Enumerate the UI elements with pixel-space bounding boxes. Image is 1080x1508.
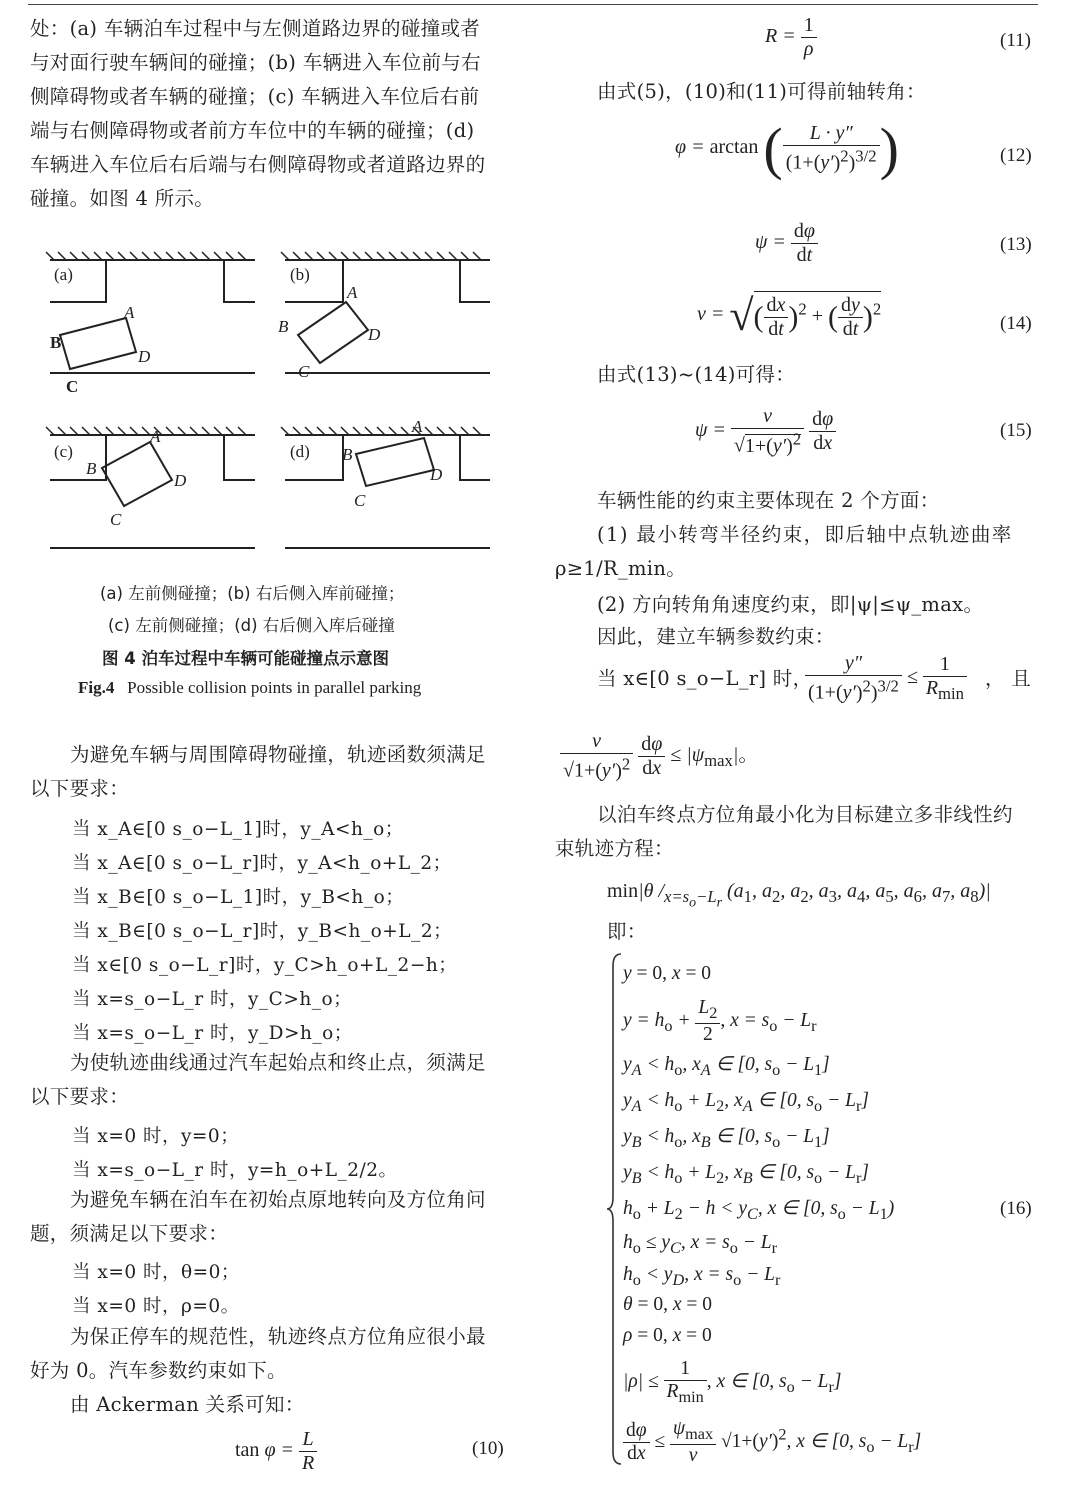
para1-line-1: 为避免车辆与周围障碍物碰撞，轨迹函数须满足 xyxy=(70,743,486,766)
item1-line-2: ρ≥1/R_min。 xyxy=(555,557,686,580)
figure-subcaption-2: (c) 左前侧碰撞；(d) 右后侧入库后碰撞 xyxy=(108,616,395,635)
objective-line-2: 束轨迹方程： xyxy=(555,837,674,860)
condition-4: 当 x_B∈[0 s_o−L_r]时，y_B<h_o+L_2； xyxy=(72,921,453,942)
svg-text:C: C xyxy=(354,491,366,510)
intro-line-4: 端与右侧障碍物或者前方车位中的车辆的碰撞；(d) xyxy=(30,119,475,142)
equation-14: v = √( $\frac{dx}{dt}$ )$^2$ + ( $\frac{dy}{dt}$ )$^2$ xyxy=(697,291,882,340)
svg-text:C: C xyxy=(298,362,310,381)
para3-line-2: 题，须满足以下要求： xyxy=(30,1222,229,1245)
equation-15-number: (15) xyxy=(1000,420,1032,441)
equation-14-number: (14) xyxy=(1000,313,1032,334)
svg-text:C: C xyxy=(66,377,79,396)
panel-a xyxy=(46,252,255,373)
equation-15: ψ = $\frac{v}{√1+(y')^2}$ $\frac{d\varphi}{dx}$ xyxy=(695,405,836,458)
text-before-eq15: 由式(13)~(14)可得： xyxy=(597,363,796,386)
system-row-13: $\frac{d\varphi}{dx}$ ≤ $\frac{\psi_{max}}{v}$ $√1+(y')^2$, x ∈ [0, $s_o - L_r$] xyxy=(623,1418,921,1467)
system-brace xyxy=(605,952,625,1467)
svg-text:D: D xyxy=(174,471,187,490)
para4-line-2: 好为 0。汽车参数约束如下。 xyxy=(30,1359,287,1382)
system-row-4: $y_A < h_o + L_2$, $x_A$ ∈ [0, $s_o - L_r$] xyxy=(623,1090,869,1115)
panel-b-label: (b) xyxy=(290,265,310,284)
condition-5: 当 x∈[0 s_o−L_r]时，y_C>h_o+L_2−h； xyxy=(72,955,458,976)
svg-text:A: A xyxy=(347,283,358,302)
intro-line-1: 处：(a) 车辆泊车过程中与左侧道路边界的碰撞或者 xyxy=(30,17,481,40)
para3-line-1: 为避免车辆在泊车在初始点原地转向及方位角问 xyxy=(70,1188,486,1211)
condition-3: 当 x_B∈[0 s_o−L_1]时，y_B<h_o； xyxy=(72,887,405,908)
system-row-2: $y = h_o$ + $\frac{L_2}{2}$ , $x = s_o - L_r$ xyxy=(623,997,817,1045)
svg-text:B: B xyxy=(278,317,289,336)
system-row-6: $y_B < h_o + L_2$, $x_B$ ∈ [0, $s_o - L_r$] xyxy=(623,1162,869,1187)
condition-7: 当 x=s_o−L_r 时，y_D>h_o； xyxy=(72,1023,353,1044)
figure-4-diagram xyxy=(40,240,510,560)
figure-caption-en-text: Possible collision points in parallel parking xyxy=(127,678,422,697)
constraint-inequality-1: $\frac{y''}{(1+(y')^2)^{3/2}}$ ≤ $\frac{1}{R_{min}}$ xyxy=(805,652,967,705)
svg-text:D: D xyxy=(368,325,381,344)
therefore-line: 因此，建立车辆参数约束： xyxy=(597,625,835,648)
system-row-1: y = 0, x = 0 xyxy=(623,963,712,984)
constraint-inequality-2: $\frac{v}{√1+(y')^2}$ $\frac{d\varphi}{dx}$ ≤ $|\psi_{max}|$。 xyxy=(560,730,758,783)
system-row-10: θ = 0, x = 0 xyxy=(623,1294,712,1315)
svg-text:A: A xyxy=(124,303,135,322)
equation-11-number: (11) xyxy=(1000,30,1031,51)
condition2-1: 当 x=0 时，y=0； xyxy=(72,1126,240,1147)
condition-6: 当 x=s_o−L_r 时，y_C>h_o； xyxy=(72,989,353,1010)
intro-line-2: 与对面行驶车辆间的碰撞；(b) 车辆进入车位前与右 xyxy=(30,51,481,74)
condition-1: 当 x_A∈[0 s_o−L_1]时，y_A<h_o； xyxy=(72,819,404,840)
panel-d xyxy=(281,427,490,548)
intro-line-6: 碰撞。如图 4 所示。 xyxy=(30,187,215,210)
svg-text:A: A xyxy=(412,417,423,436)
equation-10: tan φ = $\frac{L}{R}$ xyxy=(235,1428,317,1475)
svg-text:B: B xyxy=(86,459,97,478)
figure-caption-en-label: Fig.4 xyxy=(78,678,115,697)
svg-text:A: A xyxy=(150,427,161,446)
equation-12: φ = arctan ( $\frac{L \cdot y''}{(1+(y')^2)^{3/2}}$ ) xyxy=(675,116,899,181)
para2-line-2: 以下要求： xyxy=(30,1085,130,1108)
objective-line-1: 以泊车终点方位角最小化为目标建立多非线性约 xyxy=(597,803,1013,826)
panel-c-label: (c) xyxy=(54,442,73,461)
equation-11: R = $\frac{1}{\rho}$ xyxy=(765,14,817,61)
condition2-2: 当 x=s_o−L_r 时，y=h_o+L_2/2。 xyxy=(72,1160,398,1181)
ji-label: 即： xyxy=(607,920,647,943)
panel-b xyxy=(281,252,490,373)
figure-caption-en xyxy=(78,678,421,698)
condition-2: 当 x_A∈[0 s_o−L_r]时，y_A<h_o+L_2； xyxy=(72,853,452,874)
when-prefix: 当 x∈[0 s_o−L_r] 时， xyxy=(597,667,813,690)
condition3-2: 当 x=0 时，ρ=0。 xyxy=(72,1296,240,1317)
svg-text:D: D xyxy=(430,465,443,484)
system-row-11: ρ = 0, x = 0 xyxy=(623,1325,712,1346)
equation-10-number: (10) xyxy=(472,1438,504,1459)
svg-text:D: D xyxy=(138,347,151,366)
system-row-5: $y_B < h_o$, $x_B$ ∈ [0, $s_o - L_1$] xyxy=(623,1126,830,1151)
system-row-8: $h_o \le y_C$, $x = s_o - L_r$ xyxy=(623,1232,778,1257)
para2-line-1: 为使轨迹曲线通过汽车起始点和终止点，须满足 xyxy=(70,1051,486,1074)
para5: 由 Ackerman 关系可知： xyxy=(70,1393,305,1416)
equation-16-number: (16) xyxy=(1000,1198,1032,1219)
system-row-3: $y_A < h_o$, $x_A$ ∈ [0, $s_o - L_1$] xyxy=(623,1054,830,1079)
item1-line-1: (1) 最小转弯半径约束，即后轴中点轨迹曲率 xyxy=(597,523,1013,546)
figure-subcaption-1: (a) 左前侧碰撞；(b) 右后侧入库前碰撞； xyxy=(100,584,405,603)
system-row-7: $h_o + L_2 - h < y_C$, x ∈ [0, $s_o - L_1$) xyxy=(623,1198,895,1223)
performance-intro: 车辆性能的约束主要体现在 2 个方面： xyxy=(597,489,940,512)
para1-line-2: 以下要求： xyxy=(30,777,130,800)
svg-text:B: B xyxy=(342,445,353,464)
intro-line-3: 侧障碍物或者车辆的碰撞；(c) 车辆进入车位后右前 xyxy=(30,85,480,108)
and-text: ， 且 xyxy=(985,667,1032,690)
panel-d-label: (d) xyxy=(290,442,310,461)
figure-caption-cn: 图 4 泊车过程中车辆可能碰撞点示意图 xyxy=(102,649,389,668)
objective-function: min|θ $/_{x=s_o-L_r}$ ($a_1$, $a_2$, $a_2$, $a_3$, $a_4$, $a_5$, $a_6$, $a_7$, $a_8)|$ xyxy=(607,880,991,911)
para4-line-1: 为保正停车的规范性，轨迹终点方位角应很小最 xyxy=(70,1325,486,1348)
item2: (2) 方向转角角速度约束，即|ψ|≤ψ_max。 xyxy=(597,593,984,616)
svg-text:B: B xyxy=(50,333,62,352)
svg-text:C: C xyxy=(110,510,122,529)
system-row-9: $h_o < y_D$, $x = s_o - L_r$ xyxy=(623,1264,781,1289)
condition3-1: 当 x=0 时，θ=0； xyxy=(72,1262,240,1283)
intro-line-5: 车辆进入车位后右后端与右侧障碍物或者道路边界的 xyxy=(30,153,486,176)
system-row-12: |ρ| ≤ $\frac{1}{R_{min}}$ , x ∈ [0, $s_o - L_r$] xyxy=(623,1358,842,1406)
text-before-eq12: 由式(5)，(10)和(11)可得前轴转角： xyxy=(597,80,926,103)
panel-a-label: (a) xyxy=(54,265,73,284)
equation-13-number: (13) xyxy=(1000,234,1032,255)
top-rule xyxy=(28,4,1038,5)
equation-13: ψ = $\frac{d\varphi}{dt}$ xyxy=(755,220,818,267)
equation-12-number: (12) xyxy=(1000,145,1032,166)
